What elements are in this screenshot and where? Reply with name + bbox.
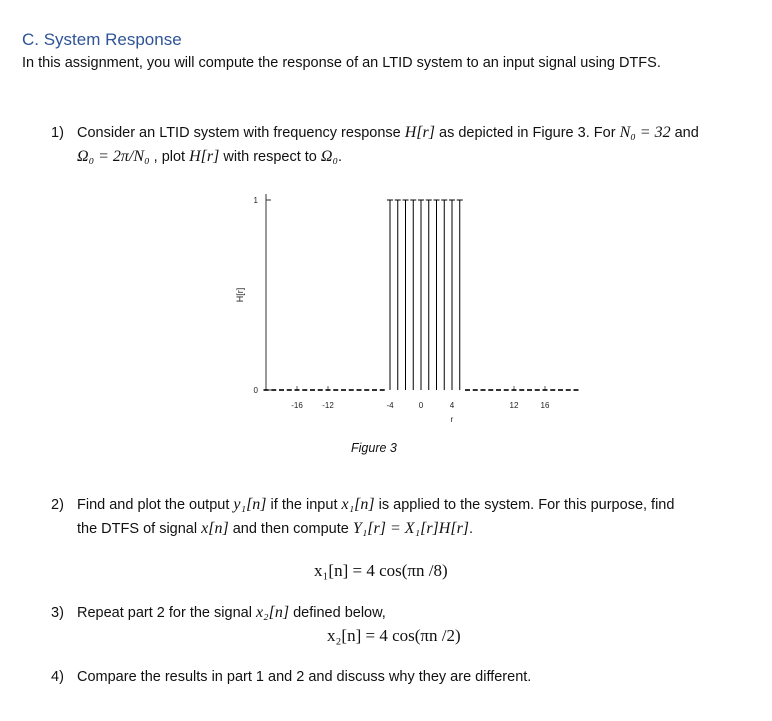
question-4-number: 4): [51, 669, 64, 685]
x-tick-label: 12: [509, 401, 519, 410]
q1-math-n0: N₀ = 32: [619, 124, 671, 141]
section-heading: C. System Response: [22, 30, 182, 49]
x-tick-label: 4: [449, 401, 455, 410]
intro-text: In this assignment, you will compute the response of an LTID system to an input signal using DTFS.: [22, 55, 661, 71]
q1-text-f: .: [338, 149, 343, 165]
x-tick-label: 16: [540, 401, 550, 410]
q2-math-x1: x₁[n]: [341, 496, 375, 513]
question-1-number: 1): [51, 125, 64, 141]
q1-math-omega: Ω₀ = 2π/N₀: [77, 148, 150, 165]
question-3-line-1: [77, 602, 386, 624]
q1-math-hr: H[r]: [404, 124, 435, 141]
x-tick-label: 0: [418, 401, 424, 410]
x-tick-label: -16: [291, 401, 303, 410]
q3-math-x2: x₂[n]: [255, 604, 290, 621]
q1-text-d: , plot: [149, 149, 190, 165]
equation-x2: x₂[n] = 4 cos(πn /2): [327, 626, 461, 645]
question-1: [51, 122, 751, 172]
question-3-number: 3): [51, 605, 64, 621]
y-tick-label: 0: [253, 386, 258, 395]
equation-x1: x₁[n] = 4 cos(πn /8): [314, 561, 448, 580]
q2-text-b: if the input: [266, 497, 342, 513]
x-tick-label: -4: [386, 401, 394, 410]
q2-text-f: .: [469, 521, 474, 537]
q1-text-c: and: [670, 125, 699, 141]
q2-text-a: Find and plot the output: [77, 497, 234, 513]
q1-text-b: as depicted in Figure 3. For: [434, 125, 620, 141]
q2-math-y1: y₁[n]: [233, 496, 267, 513]
q3-text-a: Repeat part 2 for the signal: [77, 605, 256, 621]
question-2-number: 2): [51, 497, 64, 513]
x-tick-label: -12: [322, 401, 334, 410]
question-3: [51, 602, 751, 626]
question-2-line-2: [77, 518, 473, 540]
question-4-text: Compare the results in part 1 and 2 and discuss why they are different.: [77, 669, 532, 685]
q2-text-e: and then compute: [228, 521, 353, 537]
x-axis-label: r: [450, 415, 454, 424]
q2-math-xn: x[n]: [201, 520, 229, 537]
q2-math-y1r: Y₁[r] = X₁[r]H[r]: [352, 520, 470, 537]
question-2-line-1: [77, 494, 674, 516]
y-tick-label: 1: [253, 196, 258, 205]
q1-math-hr2: H[r]: [189, 148, 220, 165]
q1-text-e: with respect to: [219, 149, 321, 165]
q1-math-omega0: Ω₀: [320, 148, 339, 165]
question-4: [51, 666, 751, 690]
question-2: [51, 494, 751, 544]
figure-caption: Figure 3: [351, 441, 397, 455]
figure-3-stem-plot: [0, 180, 772, 440]
q3-text-b: defined below,: [289, 605, 386, 621]
q2-text-c: is applied to the system. For this purpose, find: [374, 497, 675, 513]
y-axis-label: H[r]: [235, 287, 245, 303]
q2-text-d: the DTFS of signal: [77, 521, 202, 537]
question-1-line-2: [77, 146, 342, 168]
q1-text-a: Consider an LTID system with frequency response: [77, 125, 405, 141]
question-1-line-1: [77, 122, 699, 144]
